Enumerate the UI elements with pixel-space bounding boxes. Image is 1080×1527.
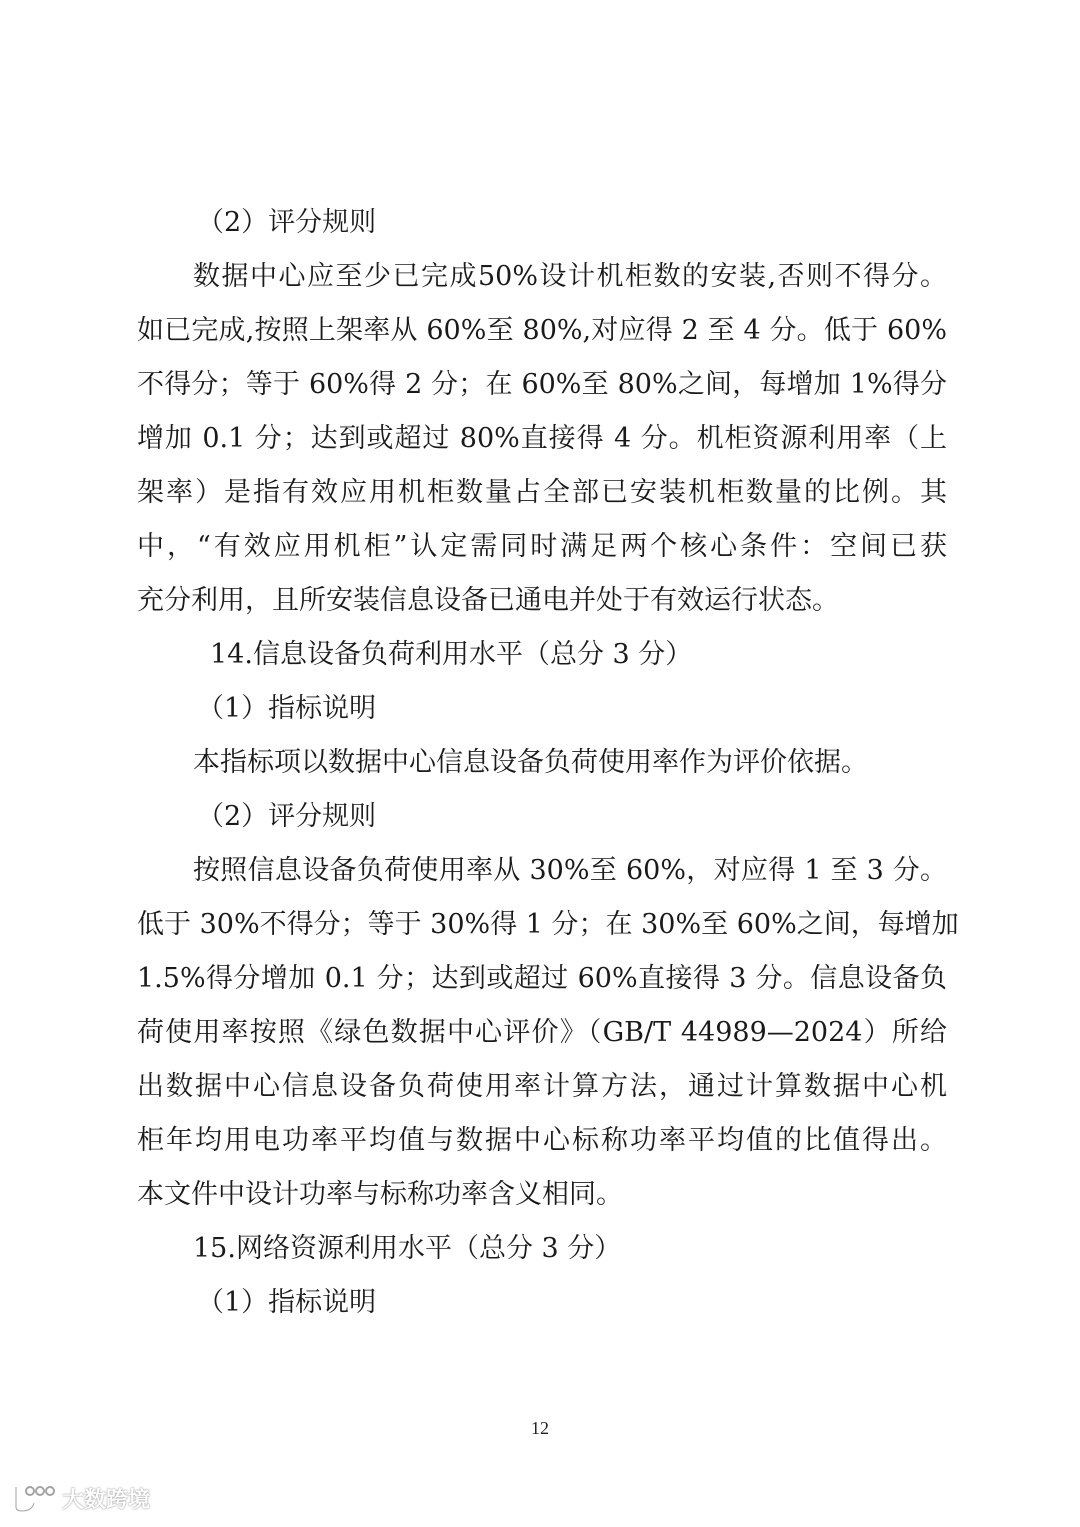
paragraph-line: 中，“有效应用机柜”认定需同时满足两个核心条件：空间已获: [137, 531, 947, 562]
paragraph-line: 荷使用率按照《绿色数据中心评价》（GB/T 44989—2024）所给: [137, 1017, 947, 1048]
watermark-brand-text: 大数跨境: [62, 1487, 151, 1513]
paragraph-line: 按照信息设备负荷使用率从 30%至 60%，对应得 1 至 3 分。: [193, 855, 947, 886]
section-subheading-scoring-rules: （2）评分规则: [197, 207, 377, 238]
paragraph-line: 增加 0.1 分；达到或超过 80%直接得 4 分。机柜资源利用率（上: [137, 423, 947, 454]
watermark-logo-icon: [12, 1483, 56, 1513]
section-subheading-indicator-description: （1）指标说明: [197, 693, 377, 724]
paragraph-line: 柜年均用电功率平均值与数据中心标称功率平均值的比值得出。: [137, 1125, 947, 1156]
paragraph-line: 不得分；等于 60%得 2 分；在 60%至 80%之间，每增加 1%得分: [137, 369, 947, 400]
paragraph-line: 低于 30%不得分；等于 30%得 1 分；在 30%至 60%之间，每增加: [137, 909, 959, 940]
watermark: [12, 1480, 150, 1516]
paragraph-line: 架率）是指有效应用机柜数量占全部已安装机柜数量的比例。其: [137, 477, 947, 508]
paragraph-line: 数据中心应至少已完成50%设计机柜数的安装,否则不得分。: [193, 261, 947, 292]
section-heading-14: 14.信息设备负荷利用水平（总分 3 分）: [210, 639, 693, 670]
section-subheading-scoring-rules: （2）评分规则: [197, 801, 377, 832]
section-heading-15: 15.网络资源利用水平（总分 3 分）: [193, 1233, 622, 1264]
paragraph-line: 如已完成,按照上架率从 60%至 80%,对应得 2 至 4 分。低于 60%: [137, 315, 947, 346]
section-subheading-indicator-description: （1）指标说明: [197, 1287, 377, 1318]
page-number: 12: [531, 1418, 549, 1438]
paragraph-line: 本文件中设计功率与标称功率含义相同。: [137, 1179, 623, 1210]
paragraph-line: 充分利用，且所安装信息设备已通电并处于有效运行状态。: [137, 585, 839, 616]
paragraph-line: 出数据中心信息设备负荷使用率计算方法，通过计算数据中心机: [137, 1071, 947, 1102]
paragraph-line: 本指标项以数据中心信息设备负荷使用率作为评价依据。: [193, 747, 868, 778]
paragraph-line: 1.5%得分增加 0.1 分；达到或超过 60%直接得 3 分。信息设备负: [137, 963, 947, 994]
